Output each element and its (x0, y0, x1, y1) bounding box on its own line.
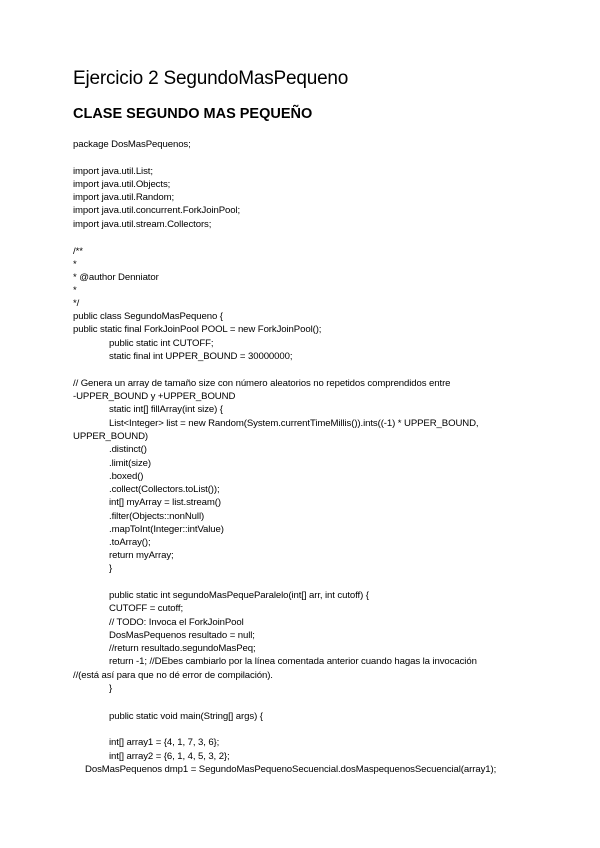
code-line: * @author Denniator (73, 272, 159, 283)
code-line: DosMasPequenos resultado = null; (109, 630, 255, 641)
code-line: .limit(size) (109, 458, 151, 469)
code-line: static final int UPPER_BOUND = 30000000; (109, 351, 293, 362)
section-heading: CLASE SEGUNDO MAS PEQUEÑO (73, 106, 313, 122)
code-line: import java.util.concurrent.ForkJoinPool; (73, 205, 241, 216)
code-line: .toArray(); (109, 537, 151, 548)
code-line: public static int segundoMasPequeParalelo(int[] arr, int cutoff) { (109, 590, 369, 601)
code-line: import java.util.Objects; (73, 179, 171, 190)
code-line: import java.util.List; (73, 166, 153, 177)
code-line: * (73, 259, 77, 270)
code-line: List<Integer> list = new Random(System.currentTimeMillis()).ints((-1) * UPPER_BOUND, (109, 418, 479, 429)
code-line: int[] myArray = list.stream() (109, 497, 221, 508)
code-line: .filter(Objects::nonNull) (109, 511, 205, 522)
code-line: */ (73, 298, 80, 309)
code-line: //(está así para que no dé error de compilación). (73, 670, 273, 681)
code-line: int[] array1 = {4, 1, 7, 3, 6}; (109, 737, 220, 748)
code-line: public static final ForkJoinPool POOL = new ForkJoinPool(); (73, 324, 322, 335)
code-line: /** (73, 246, 83, 257)
code-line: public static void main(String[] args) { (109, 711, 263, 722)
code-line: CUTOFF = cutoff; (109, 603, 184, 614)
document-title: Ejercicio 2 SegundoMasPequeno (73, 68, 349, 89)
code-line: public class SegundoMasPequeno { (73, 311, 223, 322)
code-line: package DosMasPequenos; (73, 139, 191, 150)
code-line: UPPER_BOUND) (73, 431, 149, 442)
code-line: // TODO: Invoca el ForkJoinPool (109, 617, 244, 628)
code-line: int[] array2 = {6, 1, 4, 5, 3, 2}; (109, 751, 230, 762)
code-line: .collect(Collectors.toList()); (109, 484, 220, 495)
code-line: .mapToInt(Integer::intValue) (109, 524, 224, 535)
code-line: } (109, 683, 113, 694)
code-line: .boxed() (109, 471, 144, 482)
code-line: import java.util.Random; (73, 192, 175, 203)
code-line: return -1; //DEbes cambiarlo por la línea comentada anterior cuando hagas la invocación (109, 656, 477, 667)
code-line: public static int CUTOFF; (109, 338, 214, 349)
code-line: } (109, 563, 113, 574)
code-line: DosMasPequenos dmp1 = SegundoMasPequenoSecuencial.dosMaspequenosSecuencial(array1); (85, 764, 497, 775)
code-line: * (73, 285, 77, 296)
code-line: .distinct() (109, 444, 147, 455)
code-line: import java.util.stream.Collectors; (73, 219, 212, 230)
code-line: return myArray; (109, 550, 174, 561)
code-line: -UPPER_BOUND y +UPPER_BOUND (73, 391, 236, 402)
code-line: //return resultado.segundoMasPeq; (109, 643, 256, 654)
code-line: // Genera un array de tamaño size con número aleatorios no repetidos comprendidos entre (73, 378, 451, 389)
code-line: static int[] fillArray(int size) { (109, 404, 223, 415)
